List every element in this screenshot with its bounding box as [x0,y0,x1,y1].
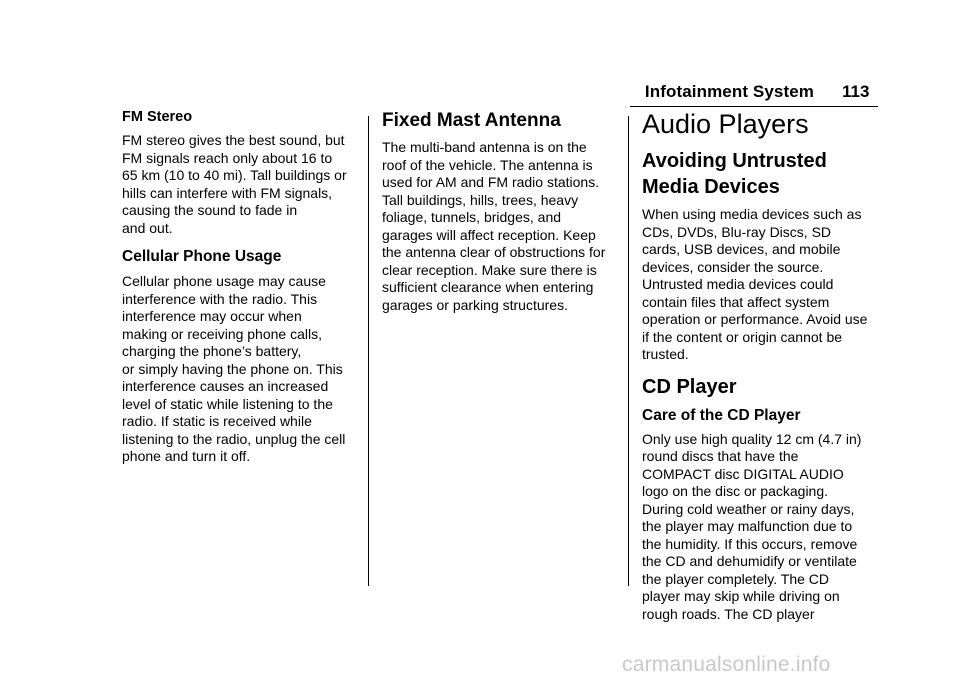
section-title: Infotainment System [644,82,814,101]
column-3 [642,108,878,623]
fixed-mast-antenna-paragraph: The multi-band antenna is on the roof of the vehicle. The antenna is used for AM and FM radio stations. Tall buildings, hills, trees, heavy foliage, tunnels, bridges, and garages will affect reception. Keep the antenna clear of obstructions for clear reception. Make sure there is sufficient clearance when entering garages or parking structures. [382,139,606,313]
page-number: 113 [842,82,870,101]
header-rule [630,106,878,107]
page-header [0,82,960,106]
cellular-usage-heading: Cellular Phone Usage [122,248,282,265]
care-of-cd-player-paragraph: Only use high quality 12 cm (4.7 in) round discs that have the COMPACT disc DIGITAL AUDIO logo on the disc or packaging. During cold weather or rainy days, the player may malfunction due to the humidity. If this occurs, remove the CD and dehumidify or ventilate the player completely. The CD player may skip while driving on rough roads. The CD player [642,430,862,622]
fixed-mast-antenna-heading: Fixed Mast Antenna [382,110,561,131]
column-divider-1 [368,116,369,586]
untrusted-media-heading: Avoiding Untrusted Media Devices [642,150,827,198]
column-divider-2 [628,116,629,586]
audio-players-heading: Audio Players [642,109,809,139]
column-2 [382,108,618,314]
untrusted-media-paragraph: When using media devices such as CDs, DVDs, Blu-ray Discs, SD cards, USB devices, and mobile devices, consider the source. Untrusted media devices could contain files that affect system operation or performance. Avoid use if the content or origin cannot be trusted. [642,206,868,362]
fm-stereo-paragraph: FM stereo gives the best sound, but FM signals reach only about 16 to 65 km (10 to 40 mi). Tall buildings or hills can interfere with FM signals, causing the sound to fade in and out. [122,132,347,236]
column-1 [122,108,358,466]
watermark-text: carmanualsonline.info [622,653,831,676]
cellular-usage-paragraph: Cellular phone usage may cause interference with the radio. This interference may occur when making or receiving phone calls, charging the phone’s battery, or simply having the phone on. This interference causes an increased level of static while listening to the radio. If static is received while listening to the radio, unplug the cell phone and turn it off. [122,273,346,464]
care-of-cd-player-heading: Care of the CD Player [642,406,801,424]
fm-stereo-heading: FM Stereo [122,109,193,125]
cd-player-heading: CD Player [642,375,737,398]
